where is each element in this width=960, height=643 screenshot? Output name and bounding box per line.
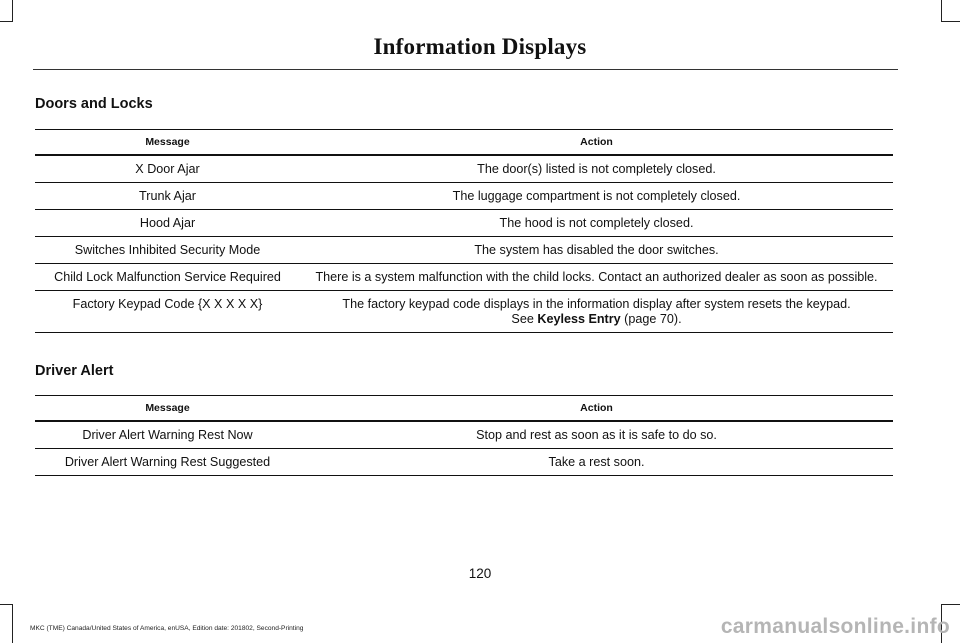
- action-cell: Take a rest soon.: [300, 449, 893, 476]
- message-cell: X Door Ajar: [35, 155, 300, 183]
- column-header-message: Message: [35, 396, 300, 422]
- page-title: Information Displays: [373, 34, 587, 59]
- driver-alert-table: [35, 395, 893, 476]
- crop-mark: [0, 604, 13, 605]
- crop-mark: [0, 21, 13, 22]
- message-cell: Child Lock Malfunction Service Required: [35, 264, 300, 291]
- crop-mark: [12, 604, 13, 643]
- page-number: 120: [468, 566, 492, 581]
- see-prefix: See: [511, 312, 534, 326]
- table-header-row: [35, 396, 893, 422]
- message-cell: Driver Alert Warning Rest Now: [35, 421, 300, 449]
- header-divider: [33, 69, 898, 70]
- table-row: [35, 155, 893, 183]
- message-cell: Switches Inhibited Security Mode: [35, 237, 300, 264]
- crop-mark: [941, 21, 960, 22]
- keyless-entry-link[interactable]: Keyless Entry: [537, 312, 621, 326]
- action-cell: The hood is not completely closed.: [300, 210, 893, 237]
- crop-mark: [941, 604, 960, 605]
- table-row: [35, 237, 893, 264]
- column-header-message: Message: [35, 130, 300, 156]
- action-text: The factory keypad code displays in the information display after system resets the keypad.: [342, 297, 851, 311]
- crop-mark: [941, 0, 942, 22]
- action-cell: The luggage compartment is not completely closed.: [300, 183, 893, 210]
- table-row: [35, 291, 893, 333]
- action-cell: The door(s) listed is not completely closed.: [300, 155, 893, 183]
- section-title-doors-and-locks: Doors and Locks: [35, 96, 153, 112]
- column-header-action: Action: [300, 396, 893, 422]
- table-row: [35, 210, 893, 237]
- table-row: [35, 183, 893, 210]
- table-row: [35, 421, 893, 449]
- message-cell: Trunk Ajar: [35, 183, 300, 210]
- column-header-action: Action: [300, 130, 893, 156]
- crop-mark: [12, 0, 13, 22]
- table-row: [35, 264, 893, 291]
- message-cell: Hood Ajar: [35, 210, 300, 237]
- message-cell: Driver Alert Warning Rest Suggested: [35, 449, 300, 476]
- table-row: [35, 449, 893, 476]
- message-cell: Factory Keypad Code {X X X X X}: [35, 291, 300, 333]
- action-cell: Stop and rest as soon as it is safe to do so.: [300, 421, 893, 449]
- doors-and-locks-table: [35, 129, 893, 333]
- action-cell: The system has disabled the door switches.: [300, 237, 893, 264]
- watermark: carmanualsonline.info: [720, 615, 950, 638]
- action-cell: [300, 291, 893, 333]
- action-cell: There is a system malfunction with the child locks. Contact an authorized dealer as soon as possible.: [300, 264, 893, 291]
- edition-footer: MKC (TME) Canada/United States of America, enUSA, Edition date: 201802, Second-Printing: [30, 625, 304, 632]
- section-title-driver-alert: Driver Alert: [35, 363, 114, 379]
- table-header-row: [35, 130, 893, 156]
- page-reference: (page 70).: [624, 312, 682, 326]
